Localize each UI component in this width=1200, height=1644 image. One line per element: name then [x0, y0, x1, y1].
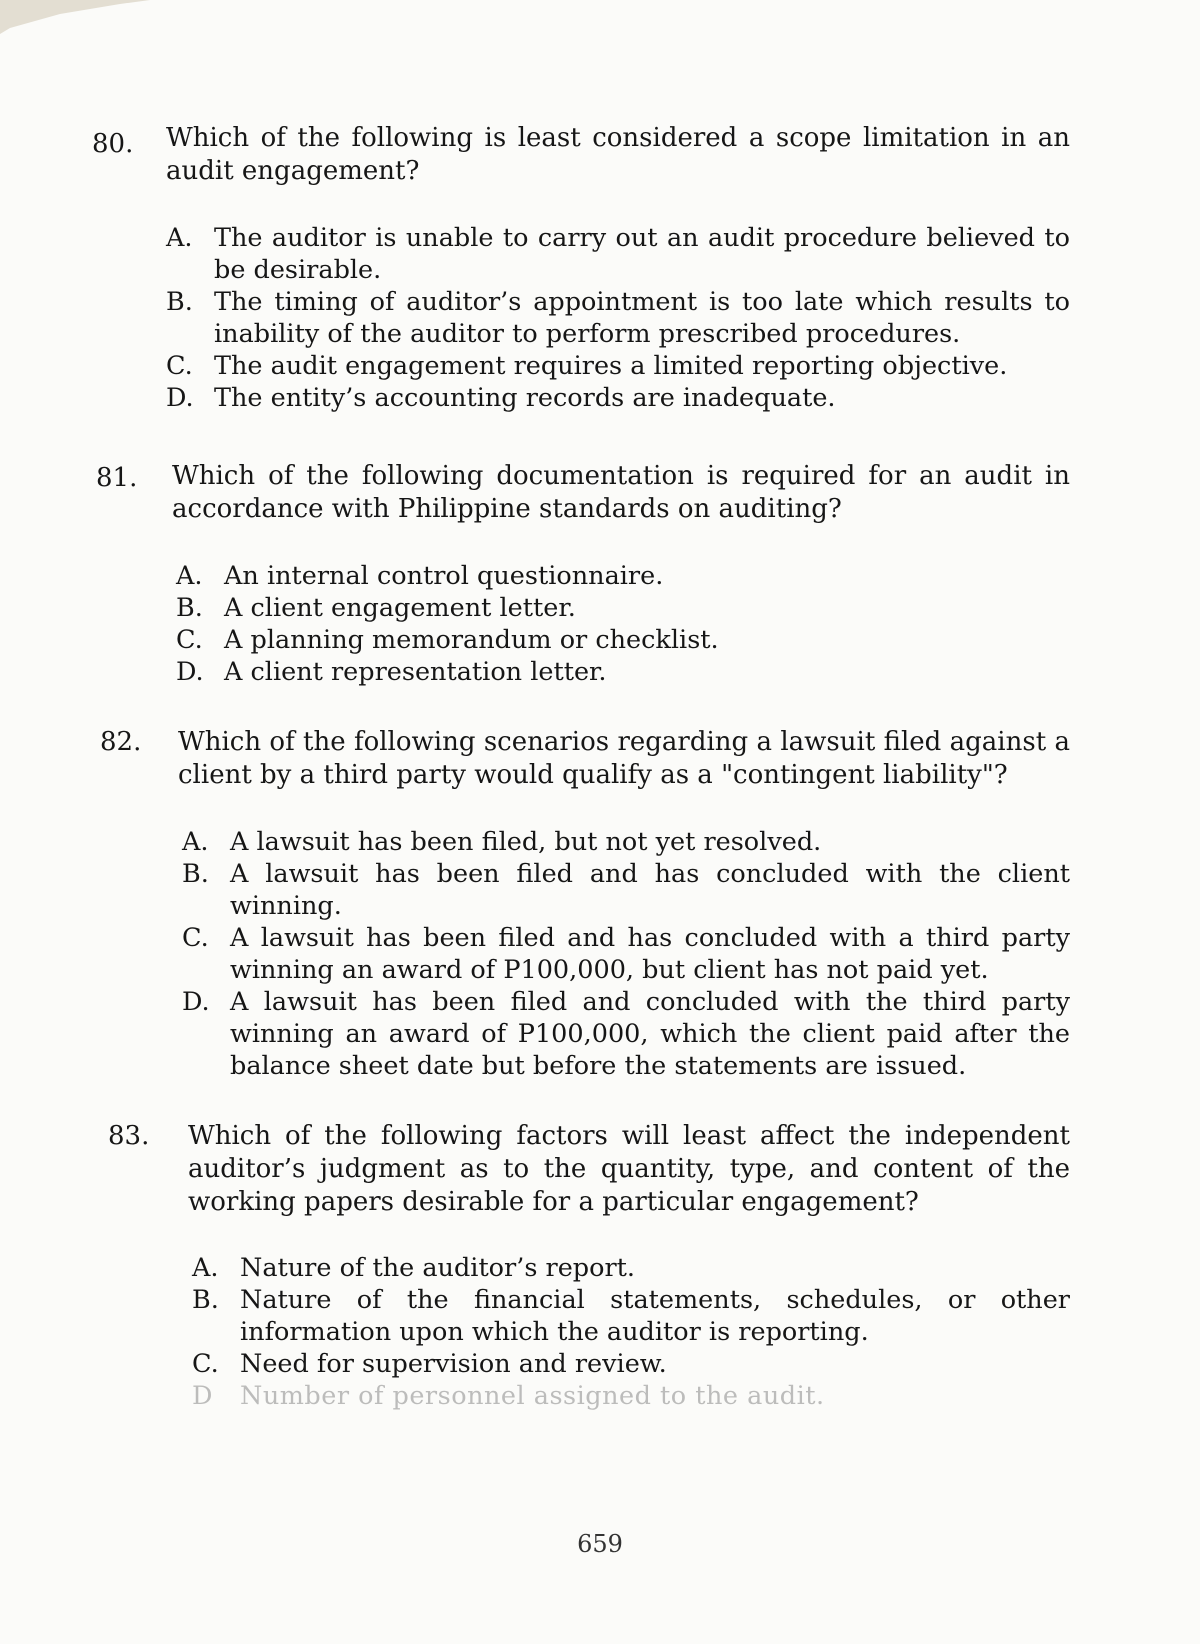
page-number: 659: [577, 1530, 623, 1558]
answer-option-d: [166, 382, 1070, 414]
option-letter: B.: [192, 1285, 219, 1315]
option-letter: D.: [176, 657, 204, 687]
answer-option-d: [182, 986, 1070, 1082]
option-text: The audit engagement requires a limited reporting objective.: [214, 351, 1008, 381]
option-text: The entity’s accounting records are inadequate.: [214, 383, 836, 413]
option-text: A lawsuit has been filed and has concluded with the client winning.: [230, 859, 1070, 921]
answer-options: [182, 826, 1070, 1082]
answer-option-c: [166, 350, 1070, 382]
answer-option-b: [176, 592, 1070, 624]
option-text: A client representation letter.: [224, 657, 607, 687]
option-letter: C.: [192, 1349, 219, 1379]
question-number: 83.: [108, 1121, 150, 1151]
answer-option-b: [182, 858, 1070, 922]
question-text: Which of the following scenarios regarding a lawsuit filed against a client by a third party would qualify as a "contingent liability"?: [178, 727, 1070, 790]
option-text: The timing of auditor’s appointment is too late which results to inability of the auditor to perform prescribed procedures.: [214, 287, 1070, 349]
question-text: Which of the following documentation is required for an audit in accordance with Philippine standards on auditing?: [172, 461, 1070, 524]
option-letter: C.: [176, 625, 203, 655]
option-letter: C.: [166, 351, 193, 381]
option-text: The auditor is unable to carry out an audit procedure believed to be desirable.: [214, 223, 1070, 285]
option-letter: B.: [166, 287, 193, 317]
answer-option-c: [182, 922, 1070, 986]
question-number: 81.: [96, 463, 138, 493]
answer-options: [166, 222, 1070, 414]
option-text: A client engagement letter.: [224, 593, 576, 623]
option-letter: A.: [166, 223, 193, 253]
answer-option-d: [176, 656, 1070, 688]
answer-option-a: [176, 560, 1070, 592]
answer-option-d: [192, 1380, 1070, 1412]
option-text: Need for supervision and review.: [240, 1349, 667, 1379]
option-text: Number of personnel assigned to the audit.: [240, 1381, 825, 1411]
answer-options: [176, 560, 1070, 688]
option-text: A lawsuit has been filed and concluded with the third party winning an award of P100,000, which the client paid after the balance sheet date but before the statements are issued.: [230, 987, 1070, 1081]
answer-option-a: [166, 222, 1070, 286]
question-text: Which of the following factors will least affect the independent auditor’s judgment as to the quantity, type, and content of the working papers desirable for a particular engagement?: [188, 1121, 1070, 1217]
question-text: Which of the following is least considered a scope limitation in an audit engagement?: [166, 123, 1070, 186]
answer-option-b: [192, 1284, 1070, 1348]
question-number: 80.: [92, 129, 134, 159]
question-number: 82.: [100, 727, 142, 757]
answer-options: [192, 1252, 1070, 1412]
option-letter: A.: [182, 827, 209, 857]
option-letter: D.: [166, 383, 194, 413]
answer-option-a: [182, 826, 1070, 858]
answer-option-b: [166, 286, 1070, 350]
answer-option-a: [192, 1252, 1070, 1284]
option-letter: A.: [176, 561, 203, 591]
option-letter: D.: [182, 987, 210, 1017]
option-letter: B.: [182, 859, 209, 889]
answer-option-c: [192, 1348, 1070, 1380]
option-letter: A.: [192, 1253, 219, 1283]
option-text: A lawsuit has been filed and has concluded with a third party winning an award of P100,000, but client has not paid yet.: [230, 923, 1070, 985]
option-letter: D: [192, 1381, 213, 1411]
option-text: An internal control questionnaire.: [224, 561, 664, 591]
answer-option-c: [176, 624, 1070, 656]
option-letter: C.: [182, 923, 209, 953]
page-corner-smudge: [0, 0, 150, 40]
option-text: A lawsuit has been filed, but not yet resolved.: [230, 827, 822, 857]
option-text: A planning memorandum or checklist.: [224, 625, 719, 655]
option-text: Nature of the financial statements, schedules, or other information upon which the auditor is reporting.: [240, 1285, 1070, 1347]
option-letter: B.: [176, 593, 203, 623]
option-text: Nature of the auditor’s report.: [240, 1253, 636, 1283]
